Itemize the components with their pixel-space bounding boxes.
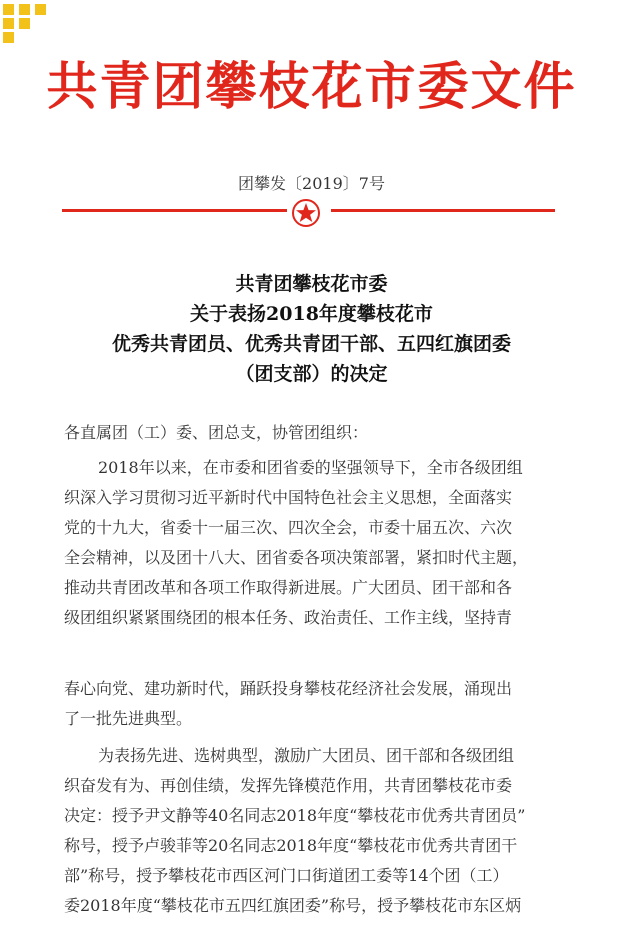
title-line: 共青团攀枝花市委 (235, 273, 388, 295)
title-line: 关于表扬2018年度攀枝花市 (190, 303, 433, 325)
red-divider-right (331, 209, 555, 212)
salutation: 各直属团（工）委、团总支，协管团组织： (64, 423, 369, 442)
paragraph-1-part-b (64, 674, 562, 734)
red-divider-left (62, 209, 287, 212)
text-line: 部”称号，授予攀枝花市西区河门口街道团工委等14个团（工） (64, 866, 509, 885)
text-line: 党的十九大，省委十一届三次、四次全会，市委十届五次、六次 (64, 518, 513, 537)
text-line: 2018年以来，在市委和团省委的坚强领导下，全市各级团组 (98, 458, 523, 477)
document-header-title: 共青团攀枝花市委文件 (46, 57, 577, 117)
decision-title (0, 269, 623, 389)
title-line: （团支部）的决定 (235, 363, 388, 385)
text-line: 称号，授予卢骏菲等20名同志2018年度“攀枝花市优秀共青团干 (64, 836, 518, 855)
text-line: 织深入学习贯彻习近平新时代中国特色社会主义思想，全面落实 (64, 488, 513, 507)
text-line: 春心向党、建功新时代，踊跃投身攀枝花经济社会发展，涌现出 (64, 679, 513, 698)
text-line: 了一批先进典型。 (64, 709, 193, 728)
text-line: 全会精神，以及团十八大、团省委各项决策部署，紧扣时代主题， (64, 548, 529, 567)
text-line: 级团组织紧紧围绕团的根本任务、政治责任、工作主线，坚持青 (64, 608, 513, 627)
title-line: 优秀共青团员、优秀共青团干部、五四红旗团委 (111, 333, 511, 355)
text-line: 决定：授予尹文静等40名同志2018年度“攀枝花市优秀共青团员” (64, 806, 526, 825)
text-line: 委2018年度“攀枝花市五四红旗团委”称号，授予攀枝花市东区炳 (64, 896, 522, 915)
text-line: 为表扬先进、选树典型，激励广大团员、团干部和各级团组 (98, 746, 515, 765)
text-line: 推动共青团改革和各项工作取得新进展。广大团员、团干部和各 (64, 578, 513, 597)
paragraph-2 (64, 741, 562, 921)
red-star-icon (291, 198, 321, 228)
paragraph-1-part-a (64, 453, 562, 633)
document-number: 团攀发〔2019〕7号 (238, 174, 385, 193)
text-line: 织奋发有为、再创佳绩，发挥先锋模范作用，共青团攀枝花市委 (64, 776, 513, 795)
corner-squares-logo (0, 0, 52, 44)
